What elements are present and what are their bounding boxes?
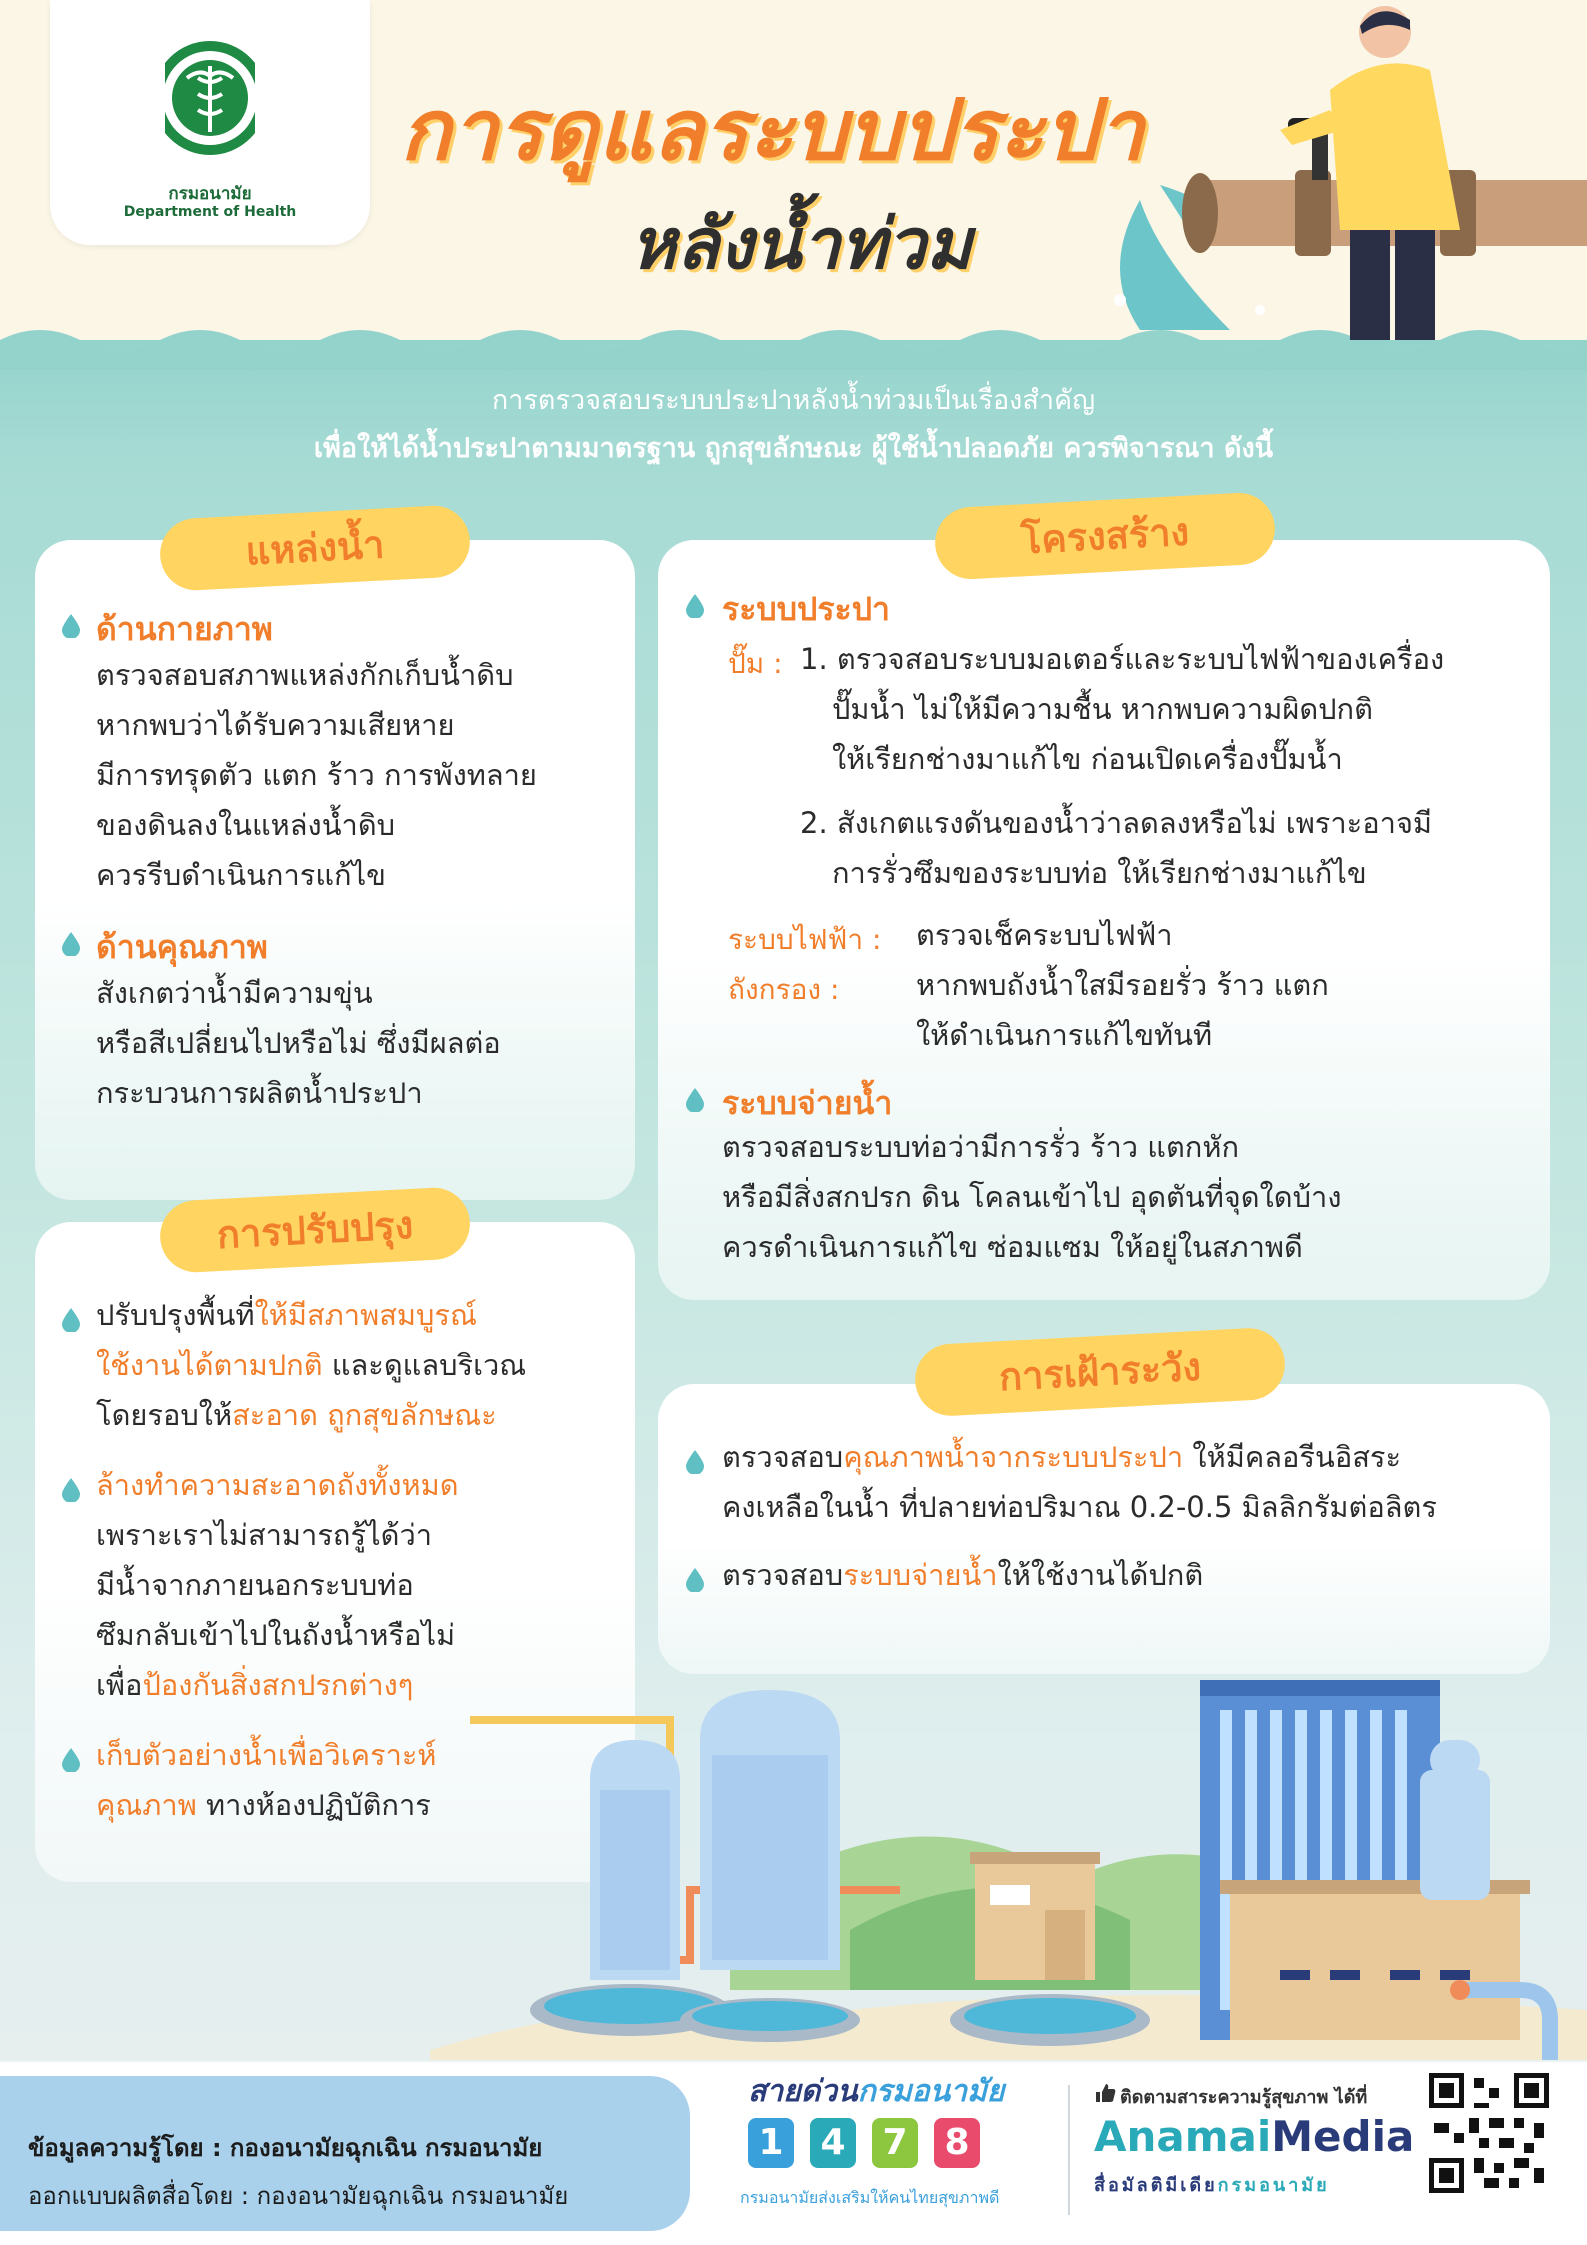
hotline-slogan: กรมอนามัยส่งเสริมให้คนไทยสุขภาพดี (740, 2188, 1000, 2207)
water-drop-icon (62, 1308, 80, 1332)
anamai-media-brand: AnamaiMedia (1094, 2112, 1415, 2161)
pump-item-2-line-2: การรั่วซึมของระบบท่อ ให้เรียกช่างมาแก้ไข (832, 856, 1367, 890)
water-system-heading: ระบบประปา (722, 590, 890, 628)
pump-item-1-line-3: ให้เรียกช่างมาแก้ไข ก่อนเปิดเครื่องปั๊มน้ำ (832, 742, 1343, 776)
title-line-1: การดูแลระบบประปา (400, 81, 1145, 179)
physical-heading: ด้านกายภาพ (96, 610, 273, 648)
structure-heading: โครงสร้าง (933, 491, 1276, 581)
physical-line-3: มีการทรุดตัว แตก ร้าว การพังทลาย (96, 758, 537, 792)
improvement-item-1-line-2: ใช้งานได้ตามปกติ และดูแลบริเวณ (96, 1348, 527, 1382)
improvement-item-1-line-3: โดยรอบให้สะอาด ถูกสุขลักษณะ (96, 1398, 497, 1432)
pump-item-1-line-1: 1. ตรวจสอบระบบมอเตอร์และระบบไฟฟ้าของเครื่อง (800, 642, 1445, 676)
clean-tanks-line-1: เพราะเราไม่สามารถรู้ได้ว่า (96, 1518, 433, 1552)
distribution-heading: ระบบจ่ายน้ำ (722, 1084, 893, 1122)
clean-tanks-line-4: เพื่อป้องกันสิ่งสกปรกต่างๆ (96, 1668, 414, 1702)
thumbs-up-icon (1094, 2082, 1116, 2104)
clean-tanks-line-2: มีน้ำจากภายนอกระบบท่อ (96, 1568, 414, 1602)
water-drop-icon (62, 932, 80, 956)
logo-english-name: Department of Health (123, 204, 297, 220)
footer-divider (1068, 2085, 1070, 2215)
hotline-digit: 8 (934, 2118, 980, 2168)
logo-thai-name: กรมอนามัย (168, 184, 252, 204)
water-source-heading: แหล่งน้ำ (158, 504, 471, 592)
footer-credits (0, 2076, 690, 2231)
water-drop-icon (686, 1088, 704, 1112)
physical-line-2: หากพบว่าได้รับความเสียหาย (96, 708, 455, 742)
distribution-line-2: หรือมีสิ่งสกปรก ดิน โคลนเข้าไป อุดตันที่จุดใดบ้าง (722, 1180, 1342, 1214)
pump-label: ปั๊ม : (728, 647, 783, 680)
surveillance-heading: การเฝ้าระวัง (913, 1326, 1286, 1417)
water-plant-illustration (430, 1660, 1587, 2060)
physical-line-1: ตรวจสอบสภาพแหล่งกักเก็บน้ำดิบ (96, 658, 514, 692)
water-drop-icon (686, 594, 704, 618)
surveillance-item-1-line-2: คงเหลือในน้ำ ที่ปลายท่อปริมาณ 0.2-0.5 มิลลิกรัมต่อลิตร (722, 1490, 1437, 1524)
physical-line-4: ของดินลงในแหล่งน้ำดิบ (96, 808, 396, 842)
distribution-line-1: ตรวจสอบระบบท่อว่ามีการรั่ว ร้าว แตกหัก (722, 1130, 1240, 1164)
designed-by-text: ออกแบบผลิตสื่อโดย : กองอนามัยฉุกเฉิน กรมอนามัย (28, 2182, 569, 2210)
quality-heading: ด้านคุณภาพ (96, 928, 268, 966)
tank-line-1: หากพบถังน้ำใสมีรอยรั่ว ร้าว แตก (916, 968, 1329, 1002)
hotline-digit: 7 (872, 2118, 918, 2168)
electric-label: ระบบไฟฟ้า : (728, 923, 882, 956)
surveillance-item-1-line-1: ตรวจสอบคุณภาพน้ำจากระบบประปา ให้มีคลอรีนอิสระ (722, 1440, 1402, 1474)
electric-text: ตรวจเช็คระบบไฟฟ้า (916, 918, 1173, 952)
water-drop-icon (62, 1748, 80, 1772)
logo-card (50, 0, 370, 245)
distribution-line-3: ควรดำเนินการแก้ไข ซ่อมแซม ให้อยู่ในสภาพดี (722, 1230, 1303, 1264)
physical-line-5: ควรรีบดำเนินการแก้ไข (96, 858, 386, 892)
hotline-digit: 1 (748, 2118, 794, 2168)
title-line-2: หลังน้ำท่วม (630, 203, 972, 285)
follow-text: ติดตามสาระความรู้สุขภาพ ได้ที่ (1120, 2087, 1368, 2108)
info-by-text: ข้อมูลความรู้โดย : กองอนามัยฉุกเฉิน กรมอนามัย (28, 2134, 543, 2162)
qr-code-icon[interactable] (1424, 2068, 1554, 2198)
water-drop-icon (686, 1568, 704, 1592)
anamai-media-subtitle: สื่อมัลติมีเดียกรมอนามัย (1094, 2175, 1330, 2196)
hotline-digit: 4 (810, 2118, 856, 2168)
surveillance-item-2: ตรวจสอบระบบจ่ายน้ำให้ใช้งานได้ปกติ (722, 1558, 1204, 1592)
tank-line-2: ให้ดำเนินการแก้ไขทันที (916, 1018, 1213, 1052)
worker-pipe-illustration (1080, 0, 1587, 360)
clean-tanks-title: ล้างทำความสะอาดถังทั้งหมด (96, 1468, 459, 1502)
tank-label: ถังกรอง : (728, 973, 840, 1006)
clean-tanks-line-3: ซึมกลับเข้าไปในถังน้ำหรือไม่ (96, 1618, 456, 1652)
ministry-seal-logo (165, 28, 255, 168)
intro-line-2: เพื่อให้ได้น้ำประปาตามมาตรฐาน ถูกสุขลักษณะ ผู้ใช้น้ำปลอดภัย ควรพิจารณา ดังนี้ (313, 433, 1274, 464)
quality-line-2: หรือสีเปลี่ยนไปหรือไม่ ซึ่งมีผลต่อ (96, 1026, 501, 1060)
water-drop-icon (62, 1478, 80, 1502)
pump-item-1-line-2: ปั๊มน้ำ ไม่ให้มีความชื้น หากพบความผิดปกติ (832, 692, 1373, 726)
quality-line-3: กระบวนการผลิตน้ำประปา (96, 1076, 423, 1110)
sample-title: เก็บตัวอย่างน้ำเพื่อวิเคราะห์ (96, 1738, 437, 1772)
sample-line-2: คุณภาพ ทางห้องปฏิบัติการ (96, 1788, 431, 1822)
intro-line-1: การตรวจสอบระบบประปาหลังน้ำท่วมเป็นเรื่องสำคัญ (491, 385, 1096, 416)
quality-line-1: สังเกตว่าน้ำมีความขุ่น (96, 976, 373, 1010)
water-drop-icon (62, 614, 80, 638)
pump-item-2-line-1: 2. สังเกตแรงดันของน้ำว่าลดลงหรือไม่ เพราะอาจมี (800, 806, 1433, 840)
improvement-item-1-line-1: ปรับปรุงพื้นที่ให้มีสภาพสมบูรณ์ (96, 1298, 477, 1332)
hotline-title: สายด่วนกรมอนามัย (748, 2074, 1005, 2109)
water-drop-icon (686, 1450, 704, 1474)
improvement-heading: การปรับปรุง (158, 1186, 471, 1274)
